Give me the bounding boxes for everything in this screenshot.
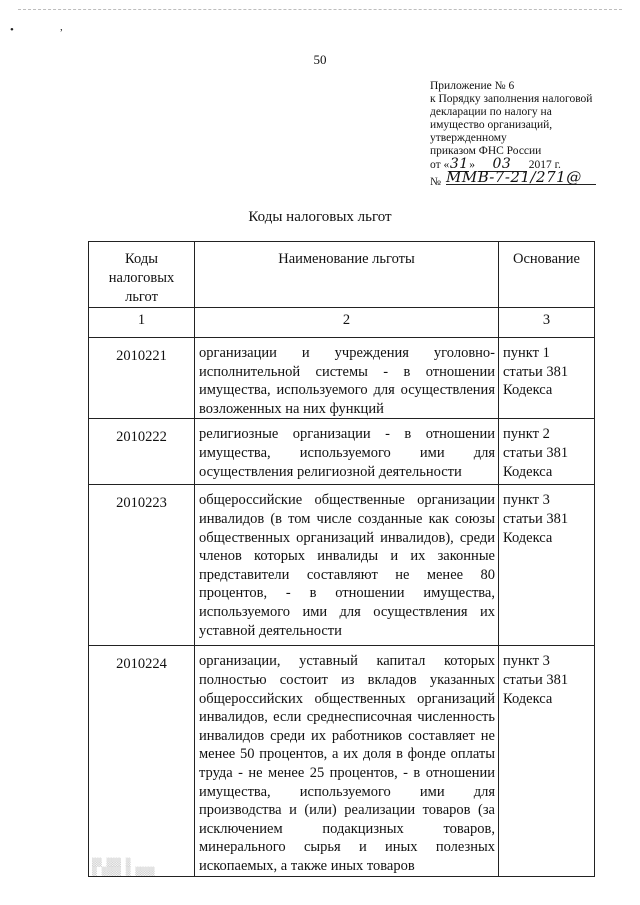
handwritten-order-number: ММВ-7-21/271@	[446, 171, 596, 185]
benefit-code: 2010222	[89, 419, 195, 485]
benefit-name: организации и учреждения уголовно-исполнительной системы - в отношении имущества, используемого для осуществления возложенных на них функций	[195, 338, 499, 419]
scan-artifact: ▒▒ ▒▒▒ ▒ ▒ ▒▒▒▒ ▒ ▒▒▒▒	[92, 858, 155, 876]
column-number: 1	[89, 308, 195, 338]
benefit-name: общероссийские общественные организации инвалидов (в том числе созданные как союзы общественных организаций инвалидов), среди членов которых инвалиды и их законные представители составляют не менее 80 процентов, - в отношении имущества, используемого ими для осуществления их уставной деятельности	[195, 485, 499, 646]
document-title: Коды налоговых льгот	[248, 209, 392, 225]
scan-speck: •	[10, 24, 14, 36]
approval-line: декларации по налогу на	[430, 106, 552, 118]
benefit-code: 2010224	[89, 646, 195, 877]
approval-line: к Порядку заполнения налоговой	[430, 93, 593, 105]
page-number: 50	[313, 52, 327, 67]
column-number: 3	[499, 308, 595, 338]
date-prefix: от «	[430, 159, 450, 171]
header-codes: Коды налоговых льгот	[89, 242, 195, 308]
approval-block	[430, 80, 610, 191]
date-year: 2017 г.	[528, 159, 561, 171]
benefit-basis: пункт 3 статьи 381 Кодекса	[499, 646, 595, 877]
column-number: 2	[195, 308, 499, 338]
benefit-basis: пункт 1 статьи 381 Кодекса	[499, 338, 595, 419]
approval-line: приказом ФНС России	[430, 145, 542, 157]
benefit-name: религиозные организации - в отношении имущества, используемого ими для осуществления религиозной деятельности	[195, 419, 499, 485]
table-row	[89, 338, 595, 419]
table-header-row	[89, 242, 595, 308]
scan-top-border	[18, 9, 622, 10]
header-basis: Основание	[499, 242, 595, 308]
benefit-name: организации, уставный капитал которых полностью состоит из вкладов указанных общероссийских общественных организаций инвалидов, если среднесписочная численность инвалидов среди их работников составляет не менее 50 процентов, а их доля в фонде оплаты труда - не менее 25 процентов, - в отношении имущества, используемого ими для производства и (или) реализации товаров (за исключением подакцизных товаров, минерального сырья и иных полезных ископаемых, а также иных товаров	[195, 646, 499, 877]
approval-line: имущество организаций,	[430, 119, 553, 131]
table-row	[89, 419, 595, 485]
benefit-basis: пункт 2 статьи 381 Кодекса	[499, 419, 595, 485]
date-day: 31	[449, 156, 469, 172]
tax-benefit-codes-table	[88, 241, 595, 877]
approval-line: утвержденному	[430, 132, 507, 144]
column-number-row	[89, 308, 595, 338]
date-sep: »	[469, 159, 475, 171]
approval-line: Приложение № 6	[430, 80, 515, 92]
table-row	[89, 485, 595, 646]
scan-speck: ,	[60, 21, 63, 33]
benefit-code: 2010223	[89, 485, 195, 646]
table-row	[89, 646, 595, 877]
benefit-basis: пункт 3 статьи 381 Кодекса	[499, 485, 595, 646]
order-number	[430, 168, 610, 191]
date-month: 03	[478, 158, 526, 172]
benefit-code: 2010221	[89, 338, 195, 419]
number-prefix: №	[430, 176, 441, 188]
header-name: Наименование льготы	[195, 242, 499, 308]
